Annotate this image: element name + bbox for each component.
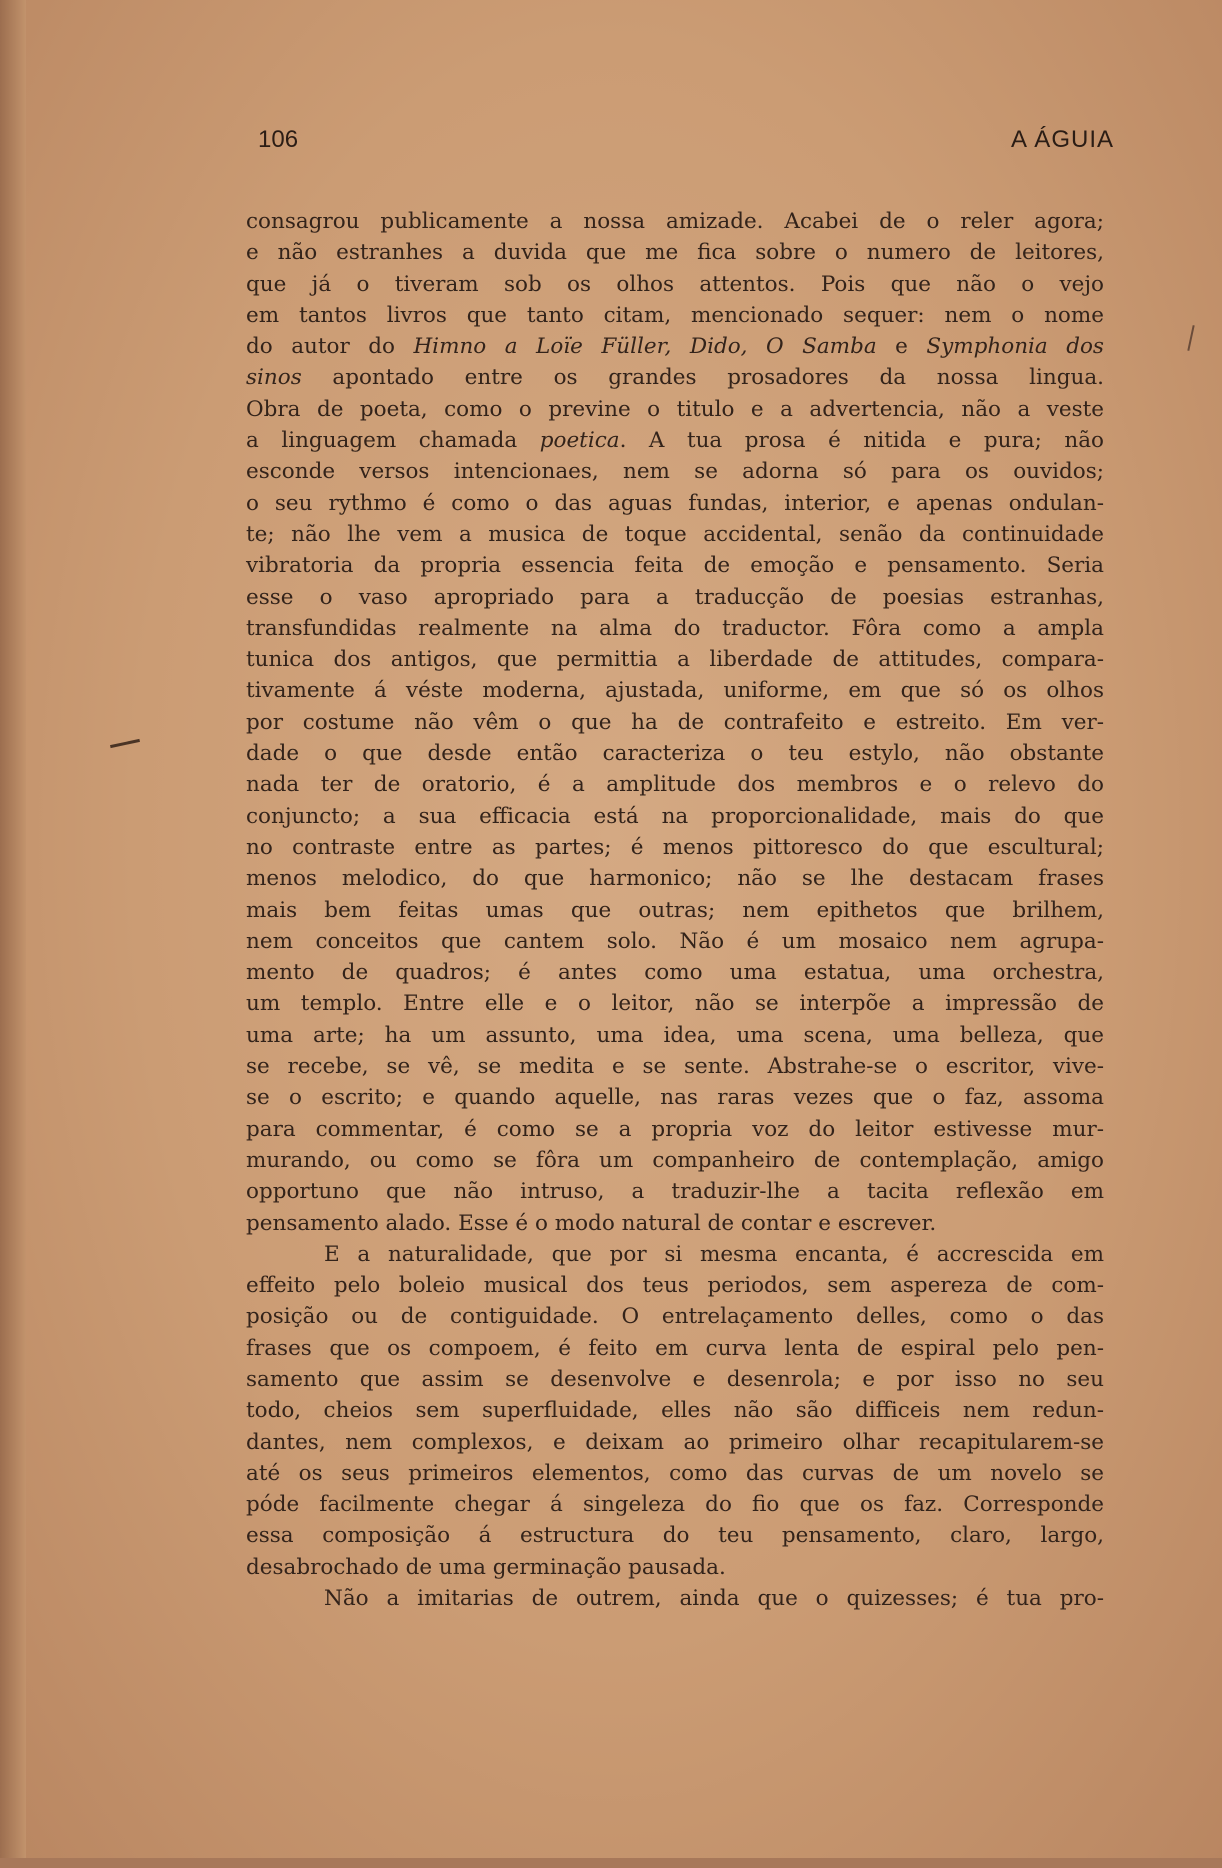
text-line: Não a imitarias de outrem, ainda que o quizesses; é tua pro- (324, 1586, 1104, 1612)
text-line: uma arte; ha um assunto, uma idea, uma scena, uma belleza, que (246, 1022, 1104, 1048)
text-line: pensamento alado. Esse é o modo natural de contar e escrever. (246, 1210, 937, 1236)
text-line: e não estranhes a duvida que me fica sobre o numero de leitores, (246, 240, 1104, 266)
italic-title: Symphonia dos (926, 334, 1104, 360)
text-line: póde facilmente chegar á singeleza do fio que os faz. Corresponde (246, 1492, 1104, 1518)
text-line: mais bem feitas umas que outras; nem epithetos que brilhem, (246, 897, 1104, 923)
margin-pencil-mark (1187, 325, 1194, 351)
text-line: consagrou publicamente a nossa amizade. Acabei de o reler agora; (246, 209, 1104, 234)
text-line: esse o vaso apropriado para a traducção de poesias estranhas, (246, 584, 1104, 610)
text-line: tivamente á véste moderna, ajustada, uniforme, em que só os olhos (246, 678, 1104, 704)
text-line: Obra de poeta, como o previne o titulo e a advertencia, não a veste (246, 396, 1104, 422)
text-line: tunica dos antigos, que permittia a liberdade de attitudes, compara- (246, 647, 1104, 673)
running-head (258, 126, 1114, 156)
journal-title: A ÁGUIA (1010, 126, 1114, 153)
page-left-edge (0, 0, 26, 1868)
text-line: conjuncto; a sua efficacia está na proporcionalidade, mais do que (246, 803, 1104, 829)
text-line: a linguagem chamada poetica. A tua prosa é nitida e pura; não (246, 428, 1104, 454)
text-line: que já o tiveram sob os olhos attentos. Pois que não o vejo (246, 271, 1104, 297)
text-line: essa composição á estructura do teu pensamento, claro, largo, (246, 1523, 1104, 1549)
text-line: te; não lhe vem a musica de toque accidental, senão da continuidade (246, 521, 1104, 547)
text-line: esconde versos intencionaes, nem se adorna só para os ouvidos; (246, 459, 1104, 485)
text-line: E a naturalidade, que por si mesma encanta, é accrescida em (324, 1241, 1104, 1267)
text-line: menos melodico, do que harmonico; não se lhe destacam frases (246, 866, 1104, 892)
text-line: samento que assim se desenvolve e desenrola; e por isso no seu (246, 1366, 1104, 1392)
text-line: nada ter de oratorio, é a amplitude dos membros e o relevo do (246, 772, 1104, 798)
page-number: 106 (258, 126, 299, 153)
text-line: transfundidas realmente na alma do traductor. Fôra como a ampla (246, 615, 1104, 641)
text-line: frases que os compoem, é feito em curva lenta de espiral pelo pen- (246, 1335, 1104, 1361)
text-line: effeito pelo boleio musical dos teus periodos, sem aspereza de com- (246, 1273, 1104, 1299)
text-line: um templo. Entre elle e o leitor, não se interpõe a impressão de (246, 991, 1104, 1017)
margin-pencil-mark (110, 739, 140, 748)
text-line: se o escrito; e quando aquelle, nas raras vezes que o faz, assoma (246, 1085, 1104, 1111)
text-line: opportuno que não intruso, a traduzir-lhe a tacita reflexão em (246, 1179, 1104, 1205)
text-line: para commentar, é como se a propria voz do leitor estivesse mur- (246, 1116, 1104, 1142)
text-line: vibratoria da propria essencia feita de emoção e pensamento. Seria (246, 553, 1104, 579)
text-line: sinos apontado entre os grandes prosadores da nossa lingua. (246, 365, 1104, 391)
text-line: por costume não vêm o que ha de contrafeito e estreito. Em ver- (246, 709, 1104, 735)
text-line: dantes, nem complexos, e deixam ao primeiro olhar recapitularem-se (246, 1429, 1104, 1455)
text-line: no contraste entre as partes; é menos pittoresco do que escultural; (246, 834, 1104, 860)
text-line: todo, cheios sem superfluidade, elles não são difficeis nem redun- (246, 1398, 1104, 1424)
body-text (246, 206, 1104, 1614)
text-line: dade o que desde então caracteriza o teu estylo, não obstante (246, 741, 1104, 767)
text-line: murando, ou como se fôra um companheiro de contemplação, amigo (246, 1147, 1104, 1173)
text-line: do autor do Himno a Loïe Füller, Dido, O Samba e Symphonia dos (246, 334, 1104, 360)
text-line: posição ou de contiguidade. O entrelaçamento delles, como o das (246, 1304, 1104, 1330)
text-line: o seu rythmo é como o das aguas fundas, interior, e apenas ondulan- (246, 490, 1104, 516)
italic-title: sinos (246, 365, 302, 391)
italic-title: Himno a Loïe Füller, Dido, O Samba (413, 334, 877, 360)
text-line: nem conceitos que cantem solo. Não é um mosaico nem agrupa- (246, 928, 1104, 954)
text-line: desabrochado de uma germinação pausada. (246, 1554, 726, 1580)
italic-title: poetica (539, 428, 620, 454)
text-line: até os seus primeiros elementos, como das curvas de um novelo se (246, 1460, 1104, 1486)
page-bottom-edge (0, 1858, 1222, 1868)
text-line: mento de quadros; é antes como uma estatua, uma orchestra, (246, 960, 1104, 986)
text-line: se recebe, se vê, se medita e se sente. Abstrahe-se o escritor, vive- (246, 1054, 1104, 1080)
text-line: em tantos livros que tanto citam, mencionado sequer: nem o nome (246, 302, 1104, 328)
